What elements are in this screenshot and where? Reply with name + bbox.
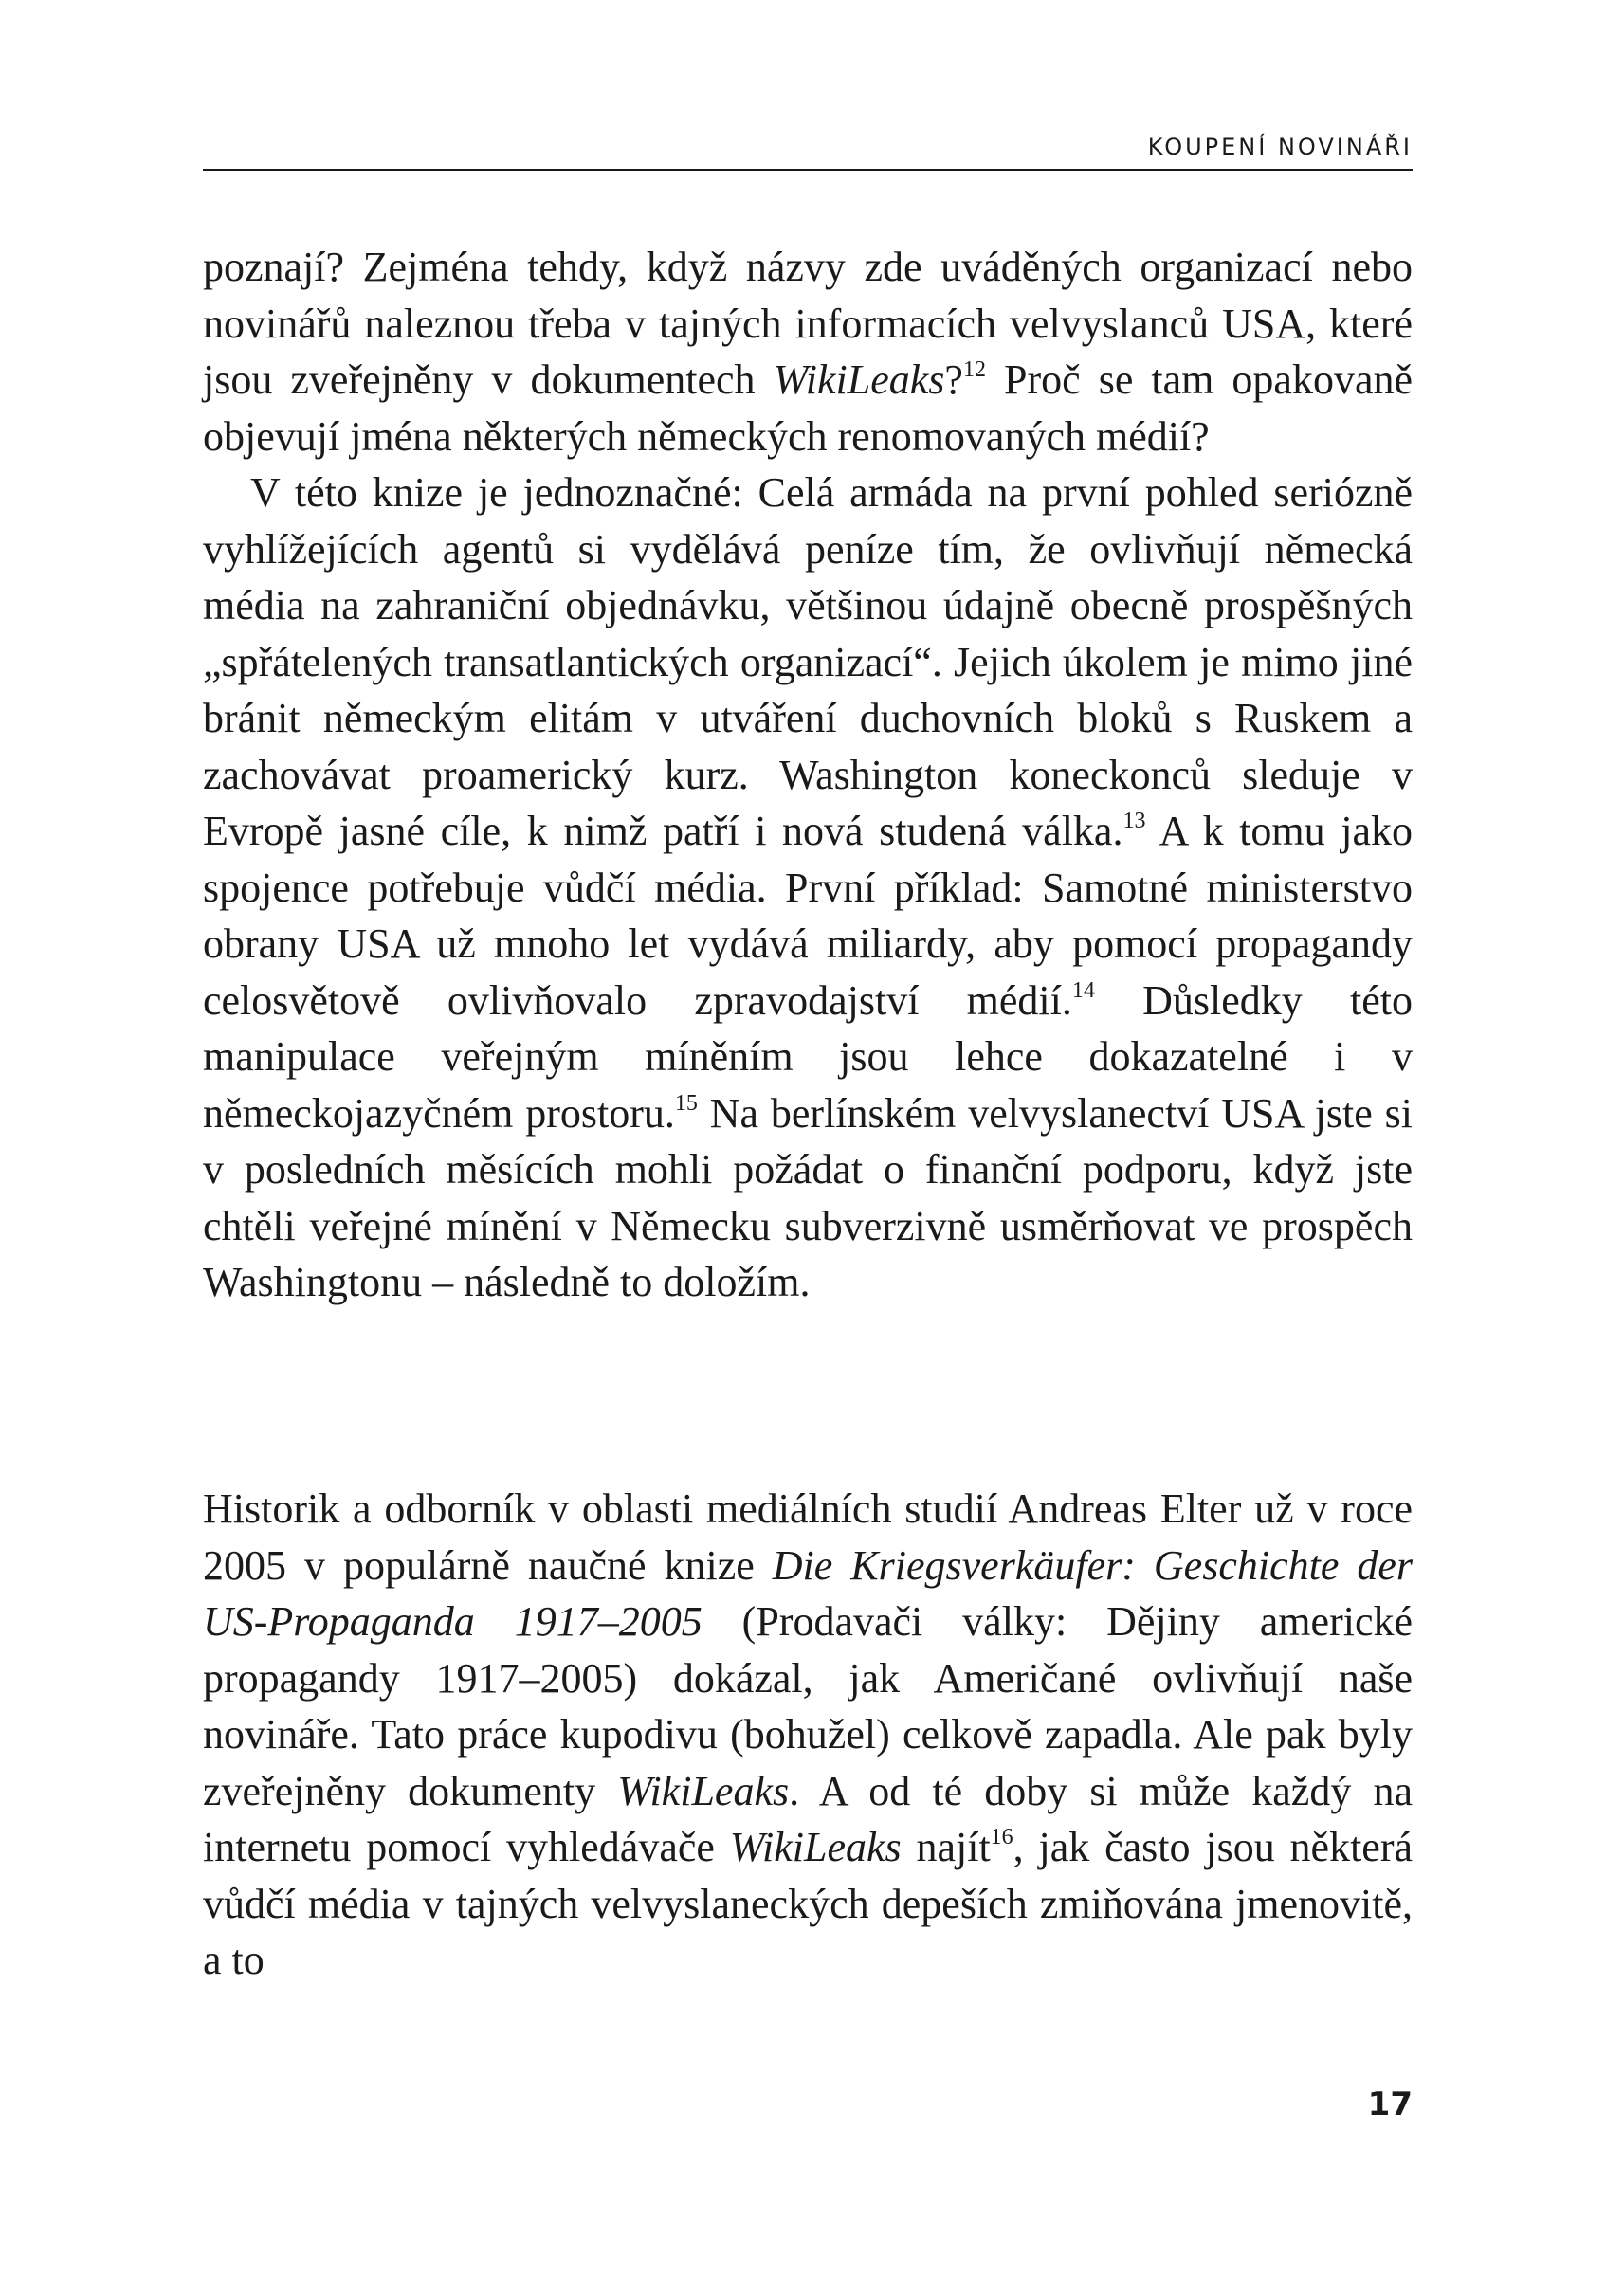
italic-title: WikiLeaks xyxy=(773,356,945,403)
text-run: Důsledky této manipulace veřejným míněním jsou lehce dokazatelné i v německojazyčném prostoru. xyxy=(203,976,1413,1137)
footnote-ref: 16 xyxy=(990,1825,1013,1849)
footnote-ref: 15 xyxy=(674,1090,698,1116)
footnote-ref: 13 xyxy=(1122,809,1146,833)
paragraph-3 xyxy=(203,1481,1413,1989)
text-run: . A od té doby si může každý na internetu pomocí vyhledávače xyxy=(203,1767,1413,1870)
body-text-block-2 xyxy=(203,1481,1413,1989)
text-run: ? xyxy=(944,356,963,403)
italic-title: WikiLeaks xyxy=(617,1767,790,1814)
text-run: najít xyxy=(901,1824,991,1870)
text-run: (Prodavači války: Dějiny americké propagandy 1917–2005) dokázal, jak Američané ovlivňují naše novináře. Tato práce kupodivu (bohužel) celkově zapadla. Ale pak byly zveřejněny dokumenty xyxy=(203,1598,1413,1814)
italic-title: WikiLeaks xyxy=(729,1824,902,1870)
text-run: poznají? Zejména tehdy, když názvy zde uváděných organizací nebo novinářů naleznou třeba v tajných informacích velvyslanců USA, které jsou zveřejněny v dokumentech xyxy=(203,244,1413,403)
running-title: KOUPENÍ NOVINÁŘI xyxy=(1147,134,1413,160)
footnote-ref: 12 xyxy=(962,357,986,382)
paragraph-1 xyxy=(203,239,1413,464)
text-run: Na berlínském velvyslanectví USA jste si v posledních měsících mohli požádat o finanční podporu, když jste chtěli veřejné mínění v Německu subverzivně usměrňovat ve prospěch Washingtonu – následně to doložím. xyxy=(203,1089,1414,1305)
text-run: A k tomu jako spojence potřebuje vůdčí média. První příklad: Samotné ministerstvo obrany USA už mnoho let vydává miliardy, aby pomocí propagandy celosvětově ovlivňovalo zpravodajství médií. xyxy=(203,808,1414,1024)
running-head xyxy=(203,131,1413,171)
text-run: , jak často jsou některá vůdčí média v tajných velvyslaneckých depeších zmiňována jmenovitě, a to xyxy=(203,1824,1414,1983)
text-run: Historik a odborník v oblasti mediálních studií Andreas Elter už v roce 2005 v populárně naučné knize xyxy=(203,1485,1413,1589)
page-number: 17 xyxy=(1367,2086,1413,2123)
text-run: V této knize je jednoznačné: Celá armáda na první pohled seriózně vyhlížejících agentů si vydělává peníze tím, že ovlivňují německá média na zahraniční objednávku, většinou údajně obecně prospěšných „spřátelených transatlantických organizací“. Jejich úkolem je mimo jiné bránit německým elitám v utváření duchovních bloků s Ruskem a zachovávat proamerický kurz. Washington koneckonců sleduje v Evropě jasné cíle, k nimž patří i nová studená válka. xyxy=(203,469,1413,854)
paragraph-2 xyxy=(203,464,1413,1311)
text-run: Proč se tam opakovaně objevují jména některých německých renomovaných médií? xyxy=(203,356,1413,460)
footnote-ref: 14 xyxy=(1071,977,1095,1003)
italic-title: Die Kriegsverkäufer: Geschichte der US-Propaganda 1917–2005 xyxy=(203,1541,1413,1645)
body-text-block-1 xyxy=(203,239,1413,1311)
